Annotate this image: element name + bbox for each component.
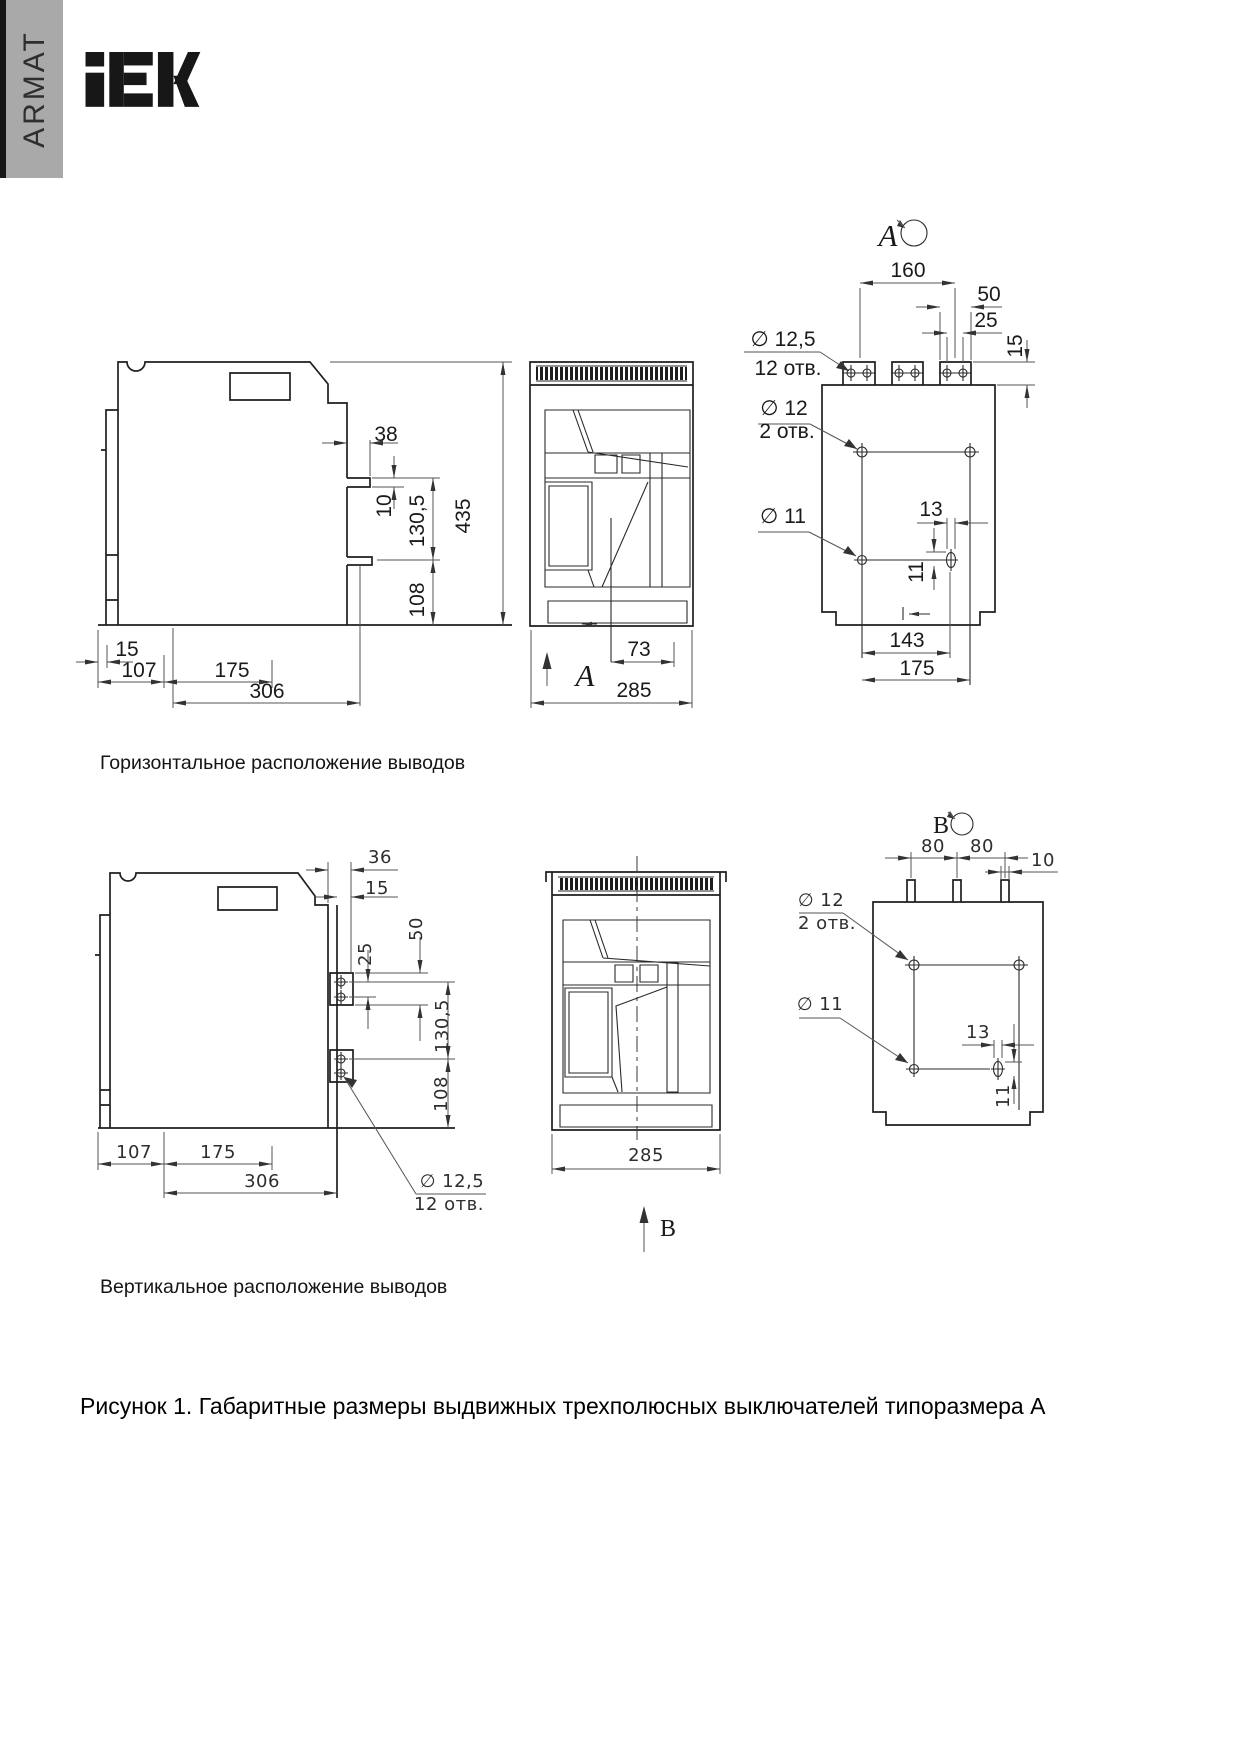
dimension-lines [98,862,486,1198]
dim-label-108: 108 [431,1076,452,1112]
dim-label-130-5: 130,5 [432,998,453,1054]
view-a-indicator-label: A [878,218,898,253]
body-outline [822,362,995,625]
hole-label-11: ∅ 11 [796,994,844,1015]
hole-count-12: 12 отв. [754,357,822,380]
hole-label-12: ∅ 12 [797,890,845,911]
view-direction-label-a: A [575,658,595,693]
dim-label-108: 108 [406,582,429,618]
dim-label-10: 10 [1031,850,1055,871]
ventilation-grille [558,878,714,890]
panel-details [558,877,714,1127]
row2-front-view [546,856,726,1252]
dim-label-15: 15 [115,638,139,661]
row1-front-view [530,362,693,708]
dim-label-143: 143 [889,629,925,652]
dim-label-160: 160 [890,259,926,282]
dim-label-15: 15 [365,878,389,899]
panel-details [536,366,690,662]
view-b-indicator-label: В [932,813,950,839]
dim-label-38: 38 [374,423,398,446]
dim-label-13: 13 [966,1022,990,1043]
dim-label-107: 107 [121,659,157,682]
dim-label-175: 175 [200,1142,236,1163]
view-direction-label-b: В [659,1216,677,1242]
arrowheads [552,1167,720,1224]
dim-label-306: 306 [244,1171,280,1192]
hole-label-11: ∅ 11 [760,505,806,528]
dim-label-11: 11 [993,1084,1014,1108]
figure-caption: Рисунок 1. Габаритные размеры выдвижных трехполюсных выключателей типоразмера А [80,1393,1046,1419]
dim-label-25: 25 [974,309,998,332]
row2-top-view [797,811,1058,1125]
dim-label-285: 285 [616,679,652,702]
body-outline [98,362,512,625]
hole-count-2: 2 отв. [797,913,857,934]
view-b-indicator-circle [951,813,973,835]
dim-label-50: 50 [406,917,427,941]
armat-label: ARMAT [17,30,51,148]
row2-side-view [95,847,486,1215]
dim-label-73: 73 [627,638,651,661]
view-a-indicator-circle [901,220,927,246]
dim-label-107: 107 [116,1142,152,1163]
hole-label-12: ∅ 12 [760,397,808,420]
dim-label-11: 11 [905,561,928,583]
dim-label-285: 285 [628,1145,664,1166]
dim-label-80b: 80 [970,836,994,857]
dim-label-13: 13 [919,498,943,521]
dimension-lines [76,362,512,708]
row1-caption: Горизонтальное расположение выводов [100,752,466,774]
dim-label-36: 36 [368,847,392,868]
dim-label-306: 306 [249,680,285,703]
ventilation-grille [536,367,687,380]
dim-label-10: 10 [373,494,396,518]
dim-label-15: 15 [1004,334,1027,358]
dim-label-25: 25 [355,942,376,966]
dim-label-80a: 80 [921,836,945,857]
dim-label-175: 175 [899,657,935,680]
body-outline [873,880,1043,1125]
hole-count-12: 12 отв. [414,1194,484,1215]
dim-label-50: 50 [977,283,1001,306]
dim-label-130-5: 130,5 [406,494,429,548]
hole-label-12-5: ∅ 12,5 [419,1171,485,1192]
dim-label-175: 175 [214,659,250,682]
row1-top-view [744,218,1035,685]
hole-label-12-5: ∅ 12,5 [750,328,816,351]
arrowheads [85,362,506,706]
hole-crosshairs [334,975,348,1080]
hole-count-2: 2 отв. [759,420,815,443]
row1-side-view [76,362,512,708]
dim-label-435: 435 [452,498,475,534]
body-outline [546,872,726,1130]
row2-caption: Вертикальное расположение выводов [100,1276,448,1298]
